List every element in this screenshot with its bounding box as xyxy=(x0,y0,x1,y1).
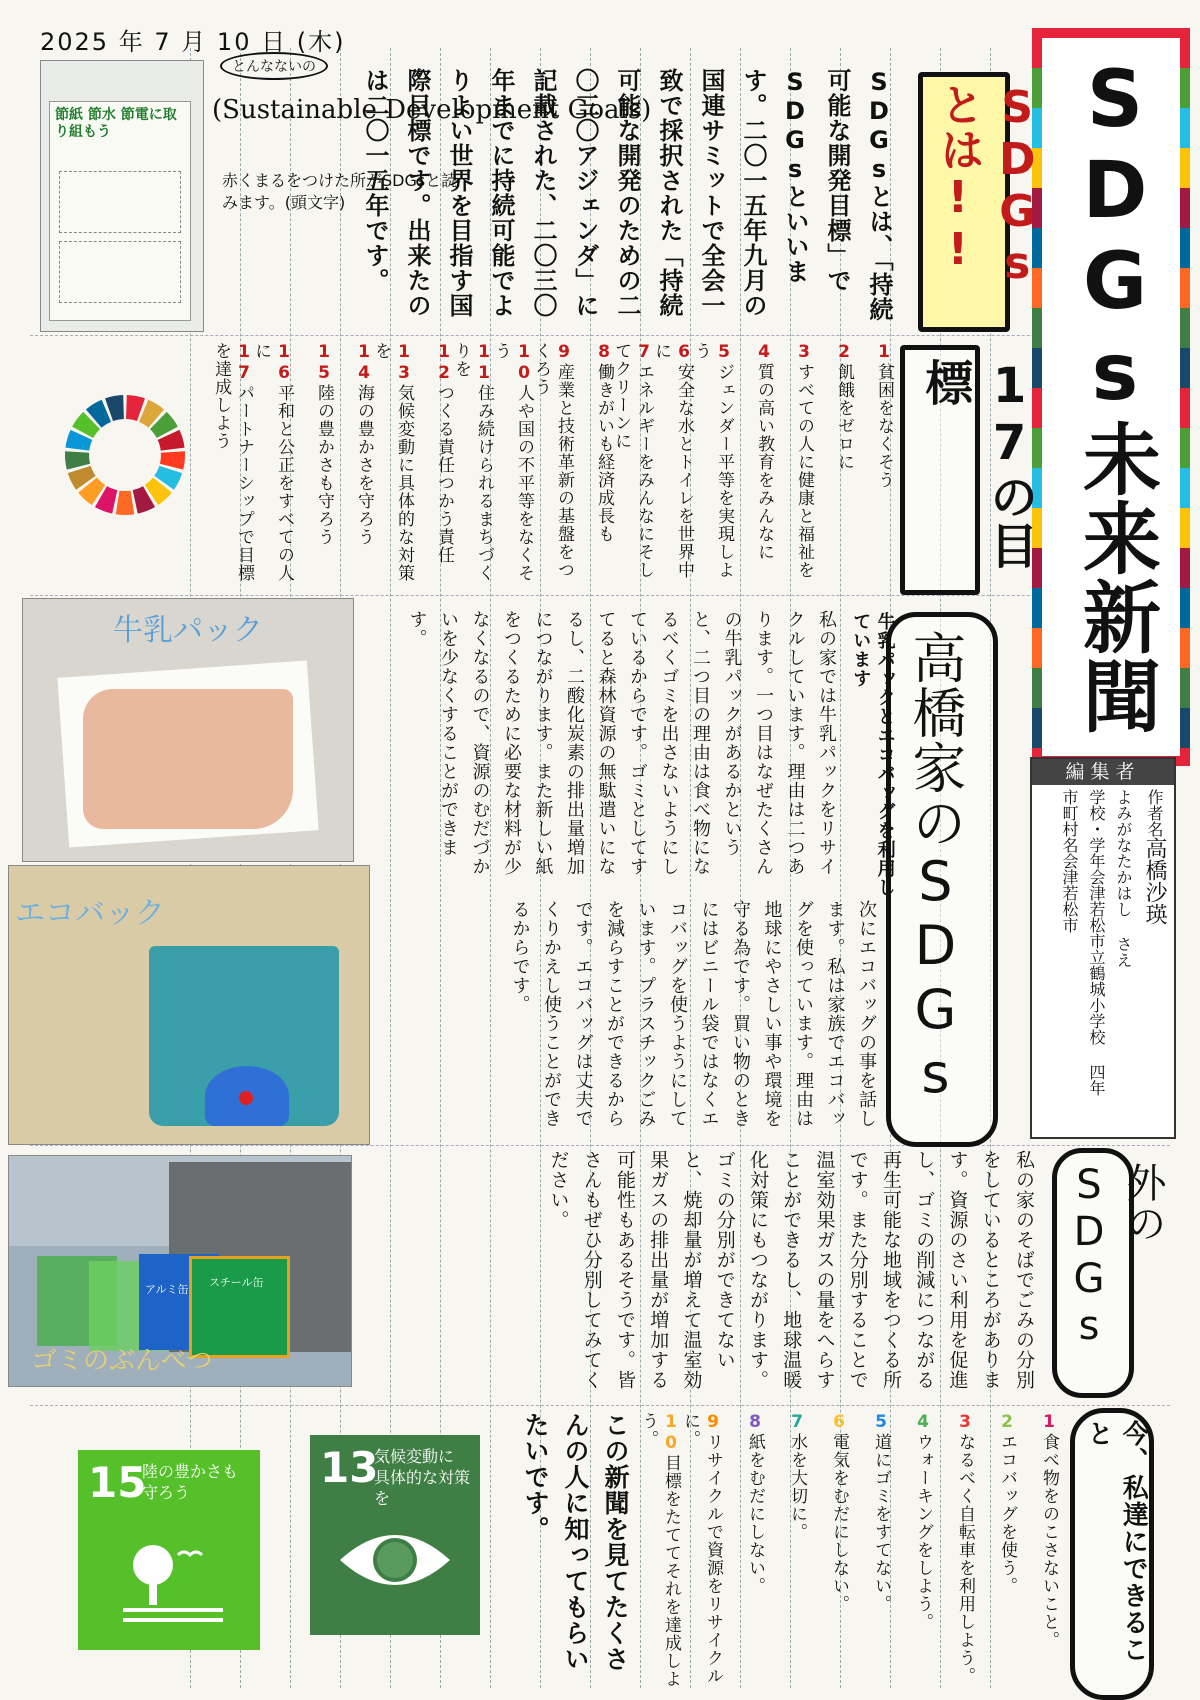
family-subhead: 牛乳パックとエコバッグを利用しています xyxy=(850,612,896,897)
eco-bag-caption: エコバック xyxy=(15,896,165,931)
intro-english: (Sustainable Development Goals) xyxy=(212,95,652,125)
goal-text: 質の高い教育をみんなに xyxy=(754,363,774,561)
goal-number: 7 xyxy=(634,342,654,363)
sdg-wheel-icon xyxy=(60,390,190,520)
action-text: 電気をむだにしない。 xyxy=(829,1433,849,1613)
action-text: 水を大切に。 xyxy=(787,1433,807,1541)
editor-box xyxy=(1030,757,1176,1139)
outside-headline: 外のSDGs xyxy=(1066,1162,1166,1350)
editor-value: 会津若松市 xyxy=(1060,853,1079,933)
goal-text: 貧困をなくそう xyxy=(874,363,894,489)
goal-text: パートナーシップで目標を達成しよう xyxy=(211,342,254,582)
goal-number: 13 xyxy=(394,342,414,384)
goal-text: すべての人に健康と福祉を xyxy=(794,363,814,579)
actions-headline: 今、私達にできること xyxy=(1083,1420,1149,1663)
date-month-unit: 月 xyxy=(181,28,208,56)
section-divider xyxy=(30,1405,1170,1406)
goal-number: 6 xyxy=(674,342,694,363)
goal-number: 5 xyxy=(714,342,734,363)
eye-globe-icon xyxy=(335,1520,455,1600)
goal-number: 3 xyxy=(794,342,814,363)
intro-english-note: 赤くまるをつけた所がSDGsと読みます。(頭文字) xyxy=(222,171,458,213)
goal-text: 安全な水とトイレを世界中に xyxy=(651,342,694,579)
action-text: ウォーキングをしよう。 xyxy=(913,1433,933,1631)
date-weekday: (木) xyxy=(296,28,346,56)
sdg-wheel-segment xyxy=(116,491,135,515)
intro-headline: SDGsとは!! xyxy=(932,82,1043,290)
actions-closing: この新聞を見てたくさんの人に知ってもらいたいです。 xyxy=(521,1412,630,1672)
editor-value: たかはし さえ xyxy=(1114,853,1133,968)
milk-carton-caption: 牛乳パック xyxy=(113,613,263,648)
actions-list xyxy=(640,1412,1060,1692)
date-year: 2025 xyxy=(40,28,110,56)
goal-number: 9 xyxy=(554,342,574,363)
action-text: 目標をたててそれを達成しよう。 xyxy=(638,1412,681,1688)
trash-sorting-caption: ゴミのぶんべつ xyxy=(31,1346,213,1376)
action-text: なるべく自転車を利用しよう。 xyxy=(955,1433,975,1685)
tile-number: 15 xyxy=(88,1458,147,1507)
action-number: 3 xyxy=(955,1412,975,1433)
action-number: 2 xyxy=(997,1412,1017,1433)
editor-value: 高橋沙瑛 xyxy=(1142,837,1167,925)
family-body-milk: 私の家では牛乳パックをリサイクルしています。理由は二つあります。一つ目はなぜたくさんの牛乳パックがあるかというと、二つ目の理由は食べ物になるべくゴミを出さないようにしているからです。ゴミとしてすてると森林資源の無駄遣いになるし、二酸化炭素の排出量増加につながります。また新しい紙をつくるために必要な材料が少なくなるので、資源のむだづかいを少なくすることができます。 xyxy=(406,610,837,876)
sdg-wheel-segment xyxy=(65,451,90,469)
editor-header: 編集者 xyxy=(1032,759,1174,785)
action-text: リサイクルで資源をリサイクルに。 xyxy=(680,1412,723,1685)
intro-body: SDGsとは、「持続可能な開発目標」でSDGsといいます。二〇一五年九月の国連サミットで全会一致で採択された「持続可能な開発のための二〇三〇アジェンダ」に記載された、二〇三〇年までに持続可能でよりよい世界を目指す国際目標です。出来たのは二〇一五年です。 xyxy=(361,68,893,322)
goal-number: 14 xyxy=(354,342,374,384)
outside-body: 私の家のそばでごみの分別をしているところがあります。資源のさい利用を促進し、ゴミの削減につながる再生可能な地域をつくる所です。また分別することで温室効果ガスの量をへらすことができるし、地球温暖化対策にもつながります。ゴミの分別ができてないと、焼却量が増えて温室効果ガスの排出量が増加する可能性もあるそうです。皆さんもぜひ分別してみてください。 xyxy=(547,1150,1035,1390)
goal-number: 8 xyxy=(594,342,614,363)
action-number: 10 xyxy=(661,1412,681,1454)
goal-text: 働きがいも経済成長も xyxy=(594,363,614,543)
action-text: 紙をむだにしない。 xyxy=(745,1433,765,1595)
editor-label: 市町村名 xyxy=(1060,789,1079,853)
action-number: 6 xyxy=(829,1412,849,1433)
intro-note-label: とんなないの xyxy=(220,52,328,80)
goal-number: 1 xyxy=(874,342,894,363)
goal-text: 陸の豊かさも守ろう xyxy=(314,384,334,546)
date-day: 10 xyxy=(216,28,252,56)
milk-carton-photo xyxy=(22,598,354,862)
goal-number: 10 xyxy=(514,342,534,384)
editor-value: 会津若松市立鶴城小学校 四年 xyxy=(1087,869,1106,1096)
editor-label: 作者名 xyxy=(1145,789,1164,837)
action-number: 7 xyxy=(787,1412,807,1433)
editor-label: よみがな xyxy=(1114,789,1133,853)
goal-text: 気候変動に具体的な対策を xyxy=(371,342,414,582)
sdg-tile-15 xyxy=(78,1450,260,1650)
goals-headline: 17の目標 xyxy=(916,358,1038,570)
goal-number: 17 xyxy=(234,342,254,384)
sdg-tile-13 xyxy=(310,1435,480,1635)
action-text: エコバッグを使う。 xyxy=(997,1433,1017,1595)
goal-text: つくる責任つかう責任 xyxy=(434,384,454,564)
date-year-unit: 年 xyxy=(118,28,145,56)
goal-text: 産業と技術革新の基盤をつくろう xyxy=(531,342,574,579)
action-text: 道にゴミをすてない。 xyxy=(871,1433,891,1613)
goal-text: エネルギーをみんなにそしてクリーンに xyxy=(611,342,654,579)
goal-text: 人や国の不平等をなくそう xyxy=(491,342,534,582)
action-number: 4 xyxy=(913,1412,933,1433)
family-body-bag: 次にエコバッグの事を話します。私は家族でエコバッグを使っています。理由は地球にやさしい事や環境を守る為です。買い物のときにはビニール袋ではなくエコバッグを使うようにしています。プラスチックごみを減らすことができるからです。エコバッグは丈夫でくりかえし使うことができるからです。 xyxy=(509,900,877,1128)
goal-text: 平和と公正をすべての人に xyxy=(251,342,294,582)
goal-number: 2 xyxy=(834,342,854,363)
editor-row xyxy=(1058,789,1081,1096)
editor-label: 学校・学年 xyxy=(1087,789,1106,869)
goal-number: 16 xyxy=(274,342,294,384)
goal-number: 11 xyxy=(474,342,494,384)
goal-number: 4 xyxy=(754,342,774,363)
section-divider xyxy=(30,595,1170,596)
action-number: 8 xyxy=(745,1412,765,1433)
tree-icon xyxy=(118,1530,228,1630)
bin-label: スチール缶 xyxy=(209,1276,264,1289)
masthead-title: SDGs未来新聞 xyxy=(1070,55,1160,735)
tile-text: 陸の豊かさも 守ろう xyxy=(142,1462,239,1502)
goal-number: 15 xyxy=(314,342,334,384)
goal-text: 海の豊かさを守ろう xyxy=(354,384,374,546)
family-headline: 高橋家のSDGs xyxy=(903,630,967,1106)
action-number: 1 xyxy=(1039,1412,1059,1433)
editor-row xyxy=(1085,789,1108,1096)
tile-text: 気候変動に 具体的な対策を xyxy=(374,1447,471,1508)
poster-title: 節紙 節水 節電に取り組もう xyxy=(55,107,177,140)
section-divider xyxy=(30,335,1170,336)
goal-text: ジェンダー平等を実現しよう xyxy=(691,342,734,579)
section-divider xyxy=(30,1145,1170,1146)
goal-text: 飢餓をゼロに xyxy=(834,363,854,471)
goals-list xyxy=(205,342,895,590)
action-text: 食べ物をのこさないこと。 xyxy=(1039,1433,1059,1649)
action-number: 9 xyxy=(703,1412,723,1433)
goal-text: 住み続けられるまちづくりを xyxy=(451,342,494,582)
sdg-wheel-segment xyxy=(160,451,185,469)
date-month: 7 xyxy=(154,28,172,56)
action-number: 5 xyxy=(871,1412,891,1433)
editor-row xyxy=(1112,789,1135,1096)
eco-bag-photo xyxy=(8,865,370,1145)
trash-sorting-photo xyxy=(8,1155,352,1387)
bin-label: アルミ缶 xyxy=(145,1283,189,1296)
editor-row xyxy=(1139,789,1170,1096)
tile-number: 13 xyxy=(320,1443,379,1492)
date-day-unit: 日 xyxy=(261,28,288,56)
goal-number: 12 xyxy=(434,342,454,384)
poster-photo xyxy=(40,60,204,332)
